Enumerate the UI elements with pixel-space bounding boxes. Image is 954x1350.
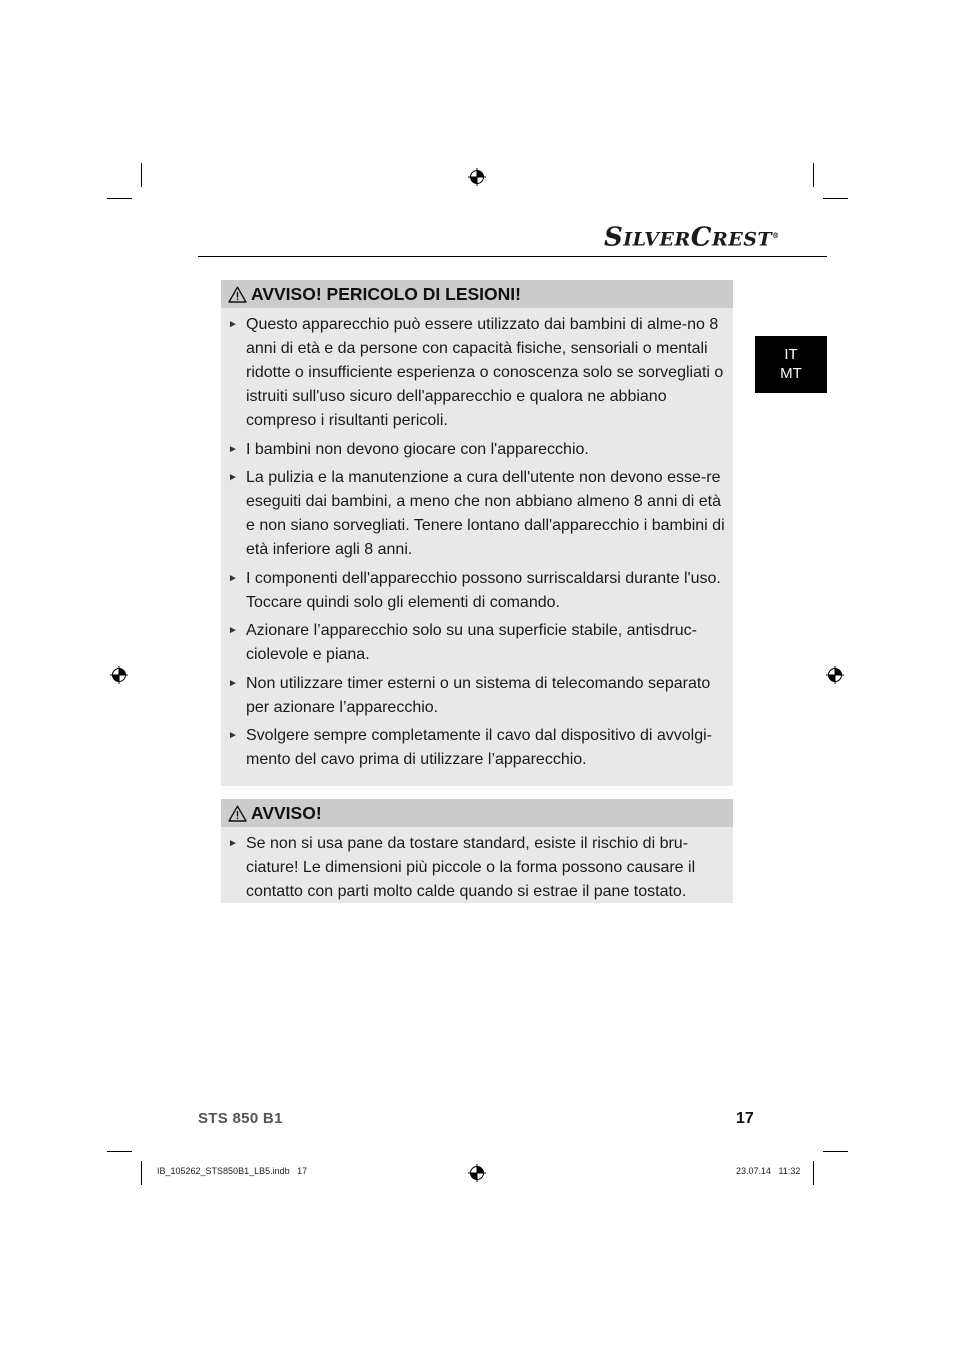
bullet-arrow-icon: ►	[228, 838, 238, 849]
bullet-arrow-icon: ►	[228, 730, 238, 741]
list-item	[221, 672, 733, 720]
list-item-text: Questo apparecchio può essere utilizzato dai bambini di alme-no 8 anni di età e da persone con capacità fisiche, sensoriali o mentali ridotte o insufficiente esperienza o conoscenza solo se sorvegliati o istruiti sull'uso sicuro dell'apparecchio e qualora ne abbiano compreso i risultanti pericoli.	[246, 316, 724, 429]
bullet-arrow-icon: ►	[228, 625, 238, 636]
list-item-text: Azionare l’apparecchio solo su una superficie stabile, antisdruc-ciolevole e piana.	[246, 622, 697, 663]
crop-mark	[813, 1161, 814, 1185]
list-item	[221, 567, 733, 615]
list-item	[221, 438, 733, 462]
print-slug-date: 23.07.14 11:32	[736, 1166, 801, 1176]
list-item-text: Svolgere sempre completamente il cavo dal dispositivo di avvolgi-mento del cavo prima di utilizzare l’apparecchio.	[246, 727, 712, 768]
brand-part: ILVER	[623, 228, 691, 251]
warning-box-injury	[221, 280, 733, 786]
warning-box-burn	[221, 799, 733, 903]
warning-list	[221, 827, 733, 904]
crop-mark	[141, 163, 142, 187]
list-item-text: La pulizia e la manutenzione a cura dell'utente non devono esse-re eseguiti dai bambini, a meno che non abbiano almeno 8 anni di età e non siano sorvegliati. Tenere lontano dall'apparecchio i bambini di età inferiore agli 8 anni.	[246, 469, 725, 558]
warning-triangle-icon	[228, 805, 247, 822]
brand-part: REST	[712, 228, 773, 251]
crop-mark	[823, 1151, 848, 1152]
warning-heading	[221, 280, 733, 308]
bullet-arrow-icon: ►	[228, 572, 238, 584]
language-tab	[755, 336, 827, 393]
crop-mark	[823, 198, 848, 199]
registration-mark-icon	[110, 666, 128, 684]
language-code-it: IT	[784, 346, 798, 363]
registration-mark-icon	[468, 168, 486, 186]
warning-heading	[221, 799, 733, 827]
header-rule	[198, 256, 827, 257]
list-item-text: Se non si usa pane da tostare standard, esiste il rischio di bru-ciature! Le dimensioni più piccole o la forma possono causare il contatto con parti molto calde quando si estrae il pane tostato.	[246, 835, 696, 900]
crop-mark	[813, 163, 814, 187]
brand-logo	[604, 222, 780, 253]
crop-mark	[107, 1151, 132, 1152]
page-number: 17	[736, 1110, 754, 1127]
warning-list	[221, 308, 733, 772]
list-item-text: Non utilizzare timer esterni o un sistema di telecomando separato per azionare l’apparecchio.	[246, 674, 711, 716]
list-item	[221, 619, 733, 667]
registered-mark: ®	[772, 231, 780, 240]
list-item	[221, 832, 733, 904]
bullet-arrow-icon: ►	[228, 472, 238, 483]
list-item	[221, 724, 733, 772]
crop-mark	[107, 198, 132, 199]
warning-title: AVVISO! PERICOLO DI LESIONI!	[251, 283, 521, 304]
list-item	[221, 313, 733, 433]
model-number: STS 850 B1	[198, 1110, 283, 1127]
list-item-text: I componenti dell'apparecchio possono surriscaldarsi durante l'uso. Toccare quindi solo gli elementi di comando.	[246, 569, 721, 611]
bullet-arrow-icon: ►	[228, 677, 238, 689]
language-code-mt: MT	[780, 365, 802, 382]
warning-triangle-icon	[228, 286, 247, 303]
print-slug-file: IB_105262_STS850B1_LB5.indb 17	[157, 1166, 308, 1176]
crop-mark	[141, 1161, 142, 1185]
brand-initial: C	[690, 222, 712, 253]
registration-mark-icon	[826, 666, 844, 684]
list-item-text: I bambini non devono giocare con l'apparecchio.	[246, 440, 589, 458]
registration-mark-icon	[468, 1164, 486, 1182]
bullet-arrow-icon: ►	[228, 443, 238, 455]
warning-title: AVVISO!	[251, 802, 322, 823]
brand-initial: S	[604, 222, 624, 253]
list-item	[221, 466, 733, 562]
bullet-arrow-icon: ►	[228, 319, 238, 330]
